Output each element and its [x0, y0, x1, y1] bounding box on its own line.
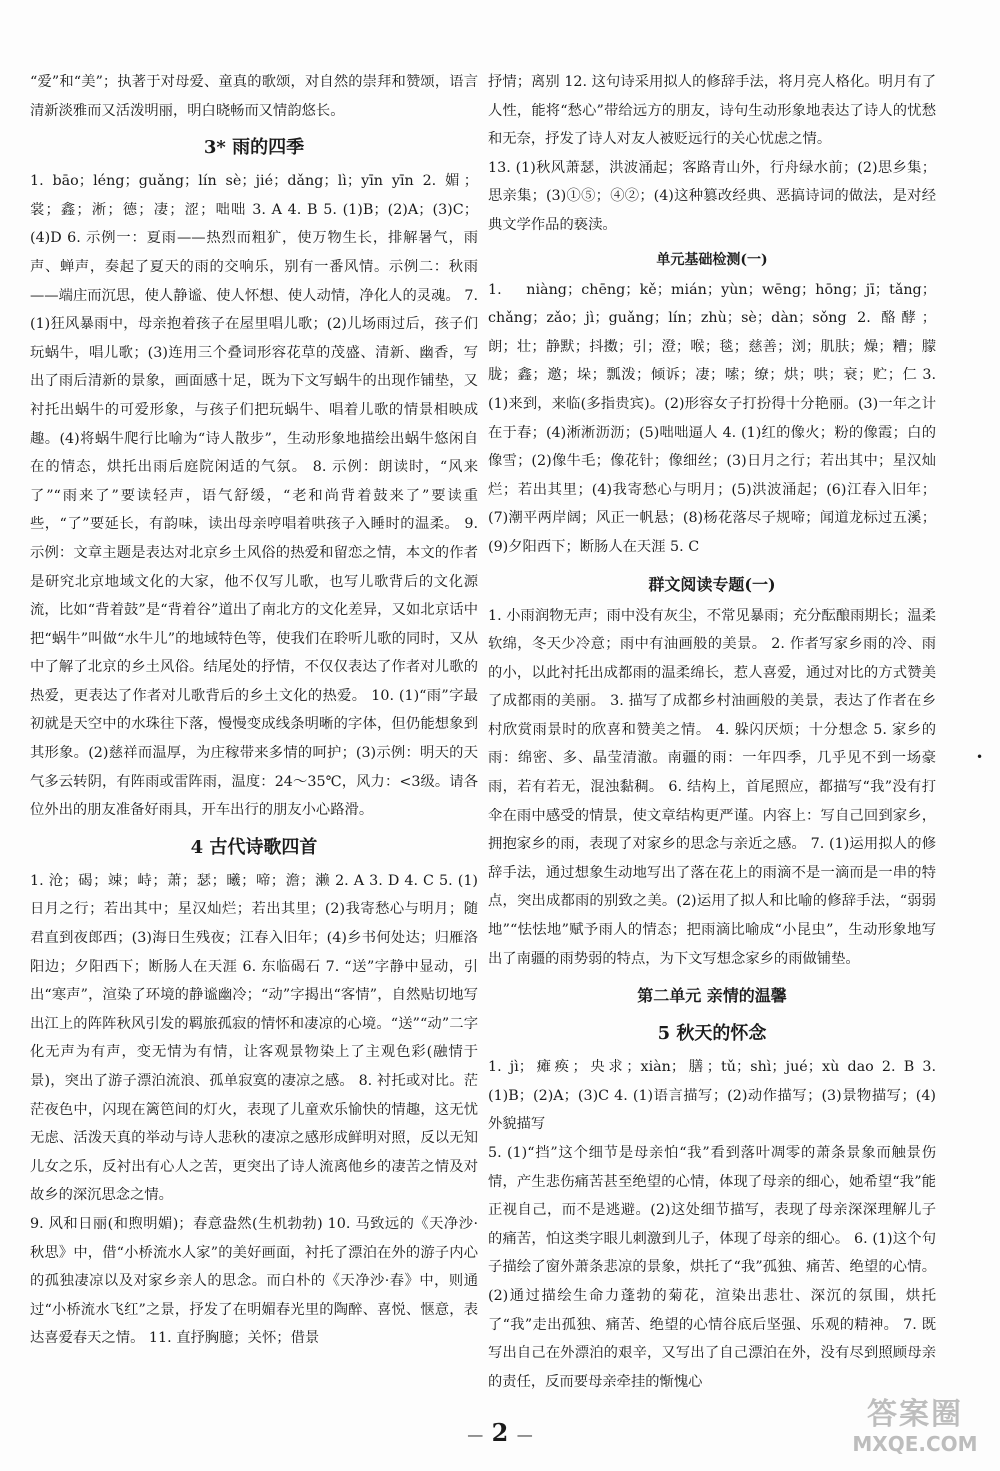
watermark-logo-text: 答案圈 [867, 1397, 963, 1432]
paragraph-lesson-4-continued: 抒情；离别 12. 这句诗采用拟人的修辞手法，将月亮人格化。明月有了人性，能将“愁心”带给远方的朋友，诗句生动形象地表达了诗人的忧愁和无奈，抒发了诗人对友人被贬远行的关心忧虑之情。 [488, 74, 936, 148]
section-title-lesson-3: 3* 雨的四季 [203, 137, 305, 159]
section-title-lesson-4: 4 古代诗歌四首 [190, 836, 318, 858]
paragraph-intro-continued: “爱”和“美”；执著于对母爱、童真的歌颂，对自然的崇拜和赞颂，语言清新淡雅而又活泼明丽，明白晓畅而又情韵悠长。 [30, 74, 478, 119]
page-number-value: 2 [491, 1418, 509, 1447]
watermark-logo [845, 1398, 985, 1456]
right-column [488, 68, 936, 1396]
paragraph-lesson-5-answers: 1. jì；瘫痪；央求；xiàn；膳；tǔ；shì；jué；xù dao 2. B 3. (1)B；(2)A；(3)C 4. (1)语言描写；(2)动作描写；(3)景物描写；(4)外貌描写 [488, 1059, 936, 1133]
paragraph-group-reading-answers: 1. 小雨润物无声；雨中没有灰尘，不常见暴雨；充分酝酿雨期长；温柔软绵，冬天少冷意；雨中有油画般的美景。 2. 作者写家乡雨的冷、雨的小，以此衬托出成都雨的温柔绵长，惹人喜爱，通过对比的方式赞美了成都雨的美丽。 3. 描写了成都乡村油画般的美景，表达了作者在乡村欣赏雨景时的欣喜和赞美之情。 4. 躲闪厌烦；十分想念 5. 家乡的雨：绵密、多、晶莹清澈。南疆的雨：一年四季，几乎见不到一场豪雨，若有若无，混浊黏稠。 6. 结构上，首尾照应，都描写“我”没有打伞在雨中感受的情景，使文章结构更严谨。内容上：写自己回到家乡，拥抱家乡的雨，表现了对家乡的思念与亲近之感。 7. (1)运用拟人的修辞手法，通过想象生动地写出了落在花上的雨滴不是一滴而是一串的特点，突出成都雨的别致之美。(2)运用了拟人和比喻的修辞手法，“弱弱地”“怯怯地”赋予雨人的情态；把雨滴比喻成“小昆虫”，生动形象地写出了南疆的雨势弱的特点，为下文写想念家乡的雨做铺垫。 [488, 607, 936, 967]
left-column [30, 68, 478, 1353]
paragraph-lesson-4-q13: 13. (1)秋风萧瑟，洪波涌起；客路青山外，行舟绿水前；(2)思乡集；思亲集；(3)①⑤；④②；(4)这种篡改经典、恶搞诗词的做法，是对经典文学作品的亵渎。 [488, 159, 936, 233]
section-title-unit-2: 第二单元 亲情的温馨 [637, 986, 787, 1006]
paragraph-lesson-5-answers-cont: 5. (1)“挡”这个细节是母亲怕“我”看到落叶凋零的萧条景象而触景伤情，产生悲伤痛苦甚至绝望的心情，体现了母亲的细心，她希望“我”能正视自己，而不是逃避。(2)这处细节描写，表现了母亲深深理解儿子的痛苦，怕这类字眼儿刺激到儿子，体现了母亲的细心。 6. (1)这个句子描绘了窗外萧条悲凉的景象，烘托了“我”孤独、痛苦、绝望的心情。(2)通过描绘生命力蓬勃的菊花，渲染出悲壮、深沉的氛围，烘托了“我”走出孤独、痛苦、绝望的心情谷底后坚强、乐观的精神。 7. 既写出自己在外漂泊的艰辛，又写出了自己漂泊在外，没有尽到照顾母亲的责任，反而要母亲牵挂的惭愧心 [488, 1145, 936, 1390]
section-title-unit-test-1: 单元基础检测(一) [656, 251, 768, 268]
section-title-group-reading-1: 群文阅读专题(一) [648, 574, 776, 594]
section-title-lesson-5: 5 秋天的怀念 [657, 1023, 767, 1045]
paragraph-unit-test-answers: 1. niàng；chēng；kě；mián；yùn；wēng；hōng；jī；tǎng；chǎng；zǎo；jì；guǎng；lín；zhù；sè；dàn；sǒng 2. 酪酵；朗；壮；静默；抖擞；引；澄；喉；毯；慈善；浏；肌肤；燥；糟；朦胧；鑫；邀；垛；瓢泼；倾诉；凄；嗦；缭；烘；哄；衰；贮；仁 3. (1)来到，来临(多指贵宾)。(2)形容女子打扮得十分艳丽。(3)一年之计在于春；(4)淅淅沥沥；(5)咄咄逼人 4. (1)红的像火；粉的像霞；白的像雪；(2)像牛毛；像花针；像细丝；(3)日月之行；若出其中；星汉灿烂；若出其里；(4)我寄愁心与明月；(5)洪波涌起；(6)江春入旧年；(7)潮平两岸阔；风正一帆悬；(8)杨花落尽子规啼；闻道龙标过五溪；(9)夕阳西下；断肠人在天涯 5. C [488, 281, 936, 555]
margin-dot: • [976, 750, 984, 764]
page-number-dash-right: — [516, 1425, 533, 1444]
paragraph-lesson-4-answers-cont: 9. 风和日丽(和煦明媚)；春意盎然(生机勃勃) 10. 马致远的《天净沙·秋思》中，借“小桥流水人家”的美好画面，衬托了漂泊在外的游子内心的孤独凄凉以及对家乡亲人的思念。而白朴的《天净沙·春》中，则通过“小桥流水飞红”之景，抒发了在明媚春光里的陶醉、喜悦、惬意，表达喜爱春天之情。 11. 直抒胸臆；关怀；借景 [30, 1215, 478, 1347]
paragraph-lesson-3-answers: 1. bāo；léng；guǎng；lín sè；jié；dǎng；lì；yīn yīn 2. 媚；裳；鑫；淅；德；凄；涩；咄咄 3. A 4. B 5. (1)B；(2)A；(3)C；(4)D 6. 示例一：夏雨——热烈而粗犷，使万物生长，排解暑气，雨声、蝉声，奏起了夏天的雨的交响乐，别有一番风情。示例二：秋雨——端庄而沉思，使人静谧、使人怀想、使人动情，净化人的灵魂。 7. (1)狂风暴雨中，母亲抱着孩子在屋里唱儿歌；(2)儿场雨过后，孩子们玩蜗牛，唱儿歌；(3)连用三个叠词形容花草的茂盛、清新、幽香，写出了雨后清新的景象，画面感十足，既为下文写蜗牛的出现作铺垫，又衬托出蜗牛的可爱形象，与孩子们把玩蜗牛、唱着儿歌的情景相映成趣。(4)将蜗牛爬行比喻为“诗人散步”，生动形象地描绘出蜗牛悠闲自在的情态，烘托出雨后庭院闲适的气氛。 8. 示例：朗读时，“风来了”“雨来了”要读轻声，语气舒缓，“老和尚背着鼓来了”要读重些，“了”要延长，有韵味，读出母亲哼唱着哄孩子入睡时的温柔。 9. 示例：文章主题是表达对北京乡土风俗的热爱和留恋之情，本文的作者是研究北京地域文化的大家，他不仅写儿歌，也写儿歌背后的文化源流，比如“背着鼓”是“背着谷”道出了南北方的文化差异，又如北京话中把“蜗牛”叫做“水牛儿”的地域特色等，使我们在聆听儿歌的同时，又从中了解了北京的乡土风俗。结尾处的抒情，不仅仅表达了作者对儿歌的热爱，更表达了作者对儿歌背后的乡土文化的热爱。 10. (1)“雨”字最初就是天空中的水珠往下落，慢慢变成线条明晰的字体，但仍能想象到其形象。(2)慈祥而温厚，为庄稼带来多情的呵护；(3)示例：明天的天气多云转阴，有阵雨或雷阵雨，温度：24～35℃，风力：<3级。请各位外出的朋友准备好雨具，开车出行的朋友小心路滑。 [30, 173, 478, 819]
page-number-dash-left: — [467, 1425, 484, 1444]
watermark-url: MXQE.COM [852, 1432, 978, 1456]
paragraph-lesson-4-answers: 1. 沧；碣；竦；峙；萧；瑟；曦；啼；澹；濑 2. A 3. D 4. C 5. (1)日月之行；若出其中；星汉灿烂；若出其里；(2)我寄愁心与明月；随君直到夜郎西；(3)海日生残夜；江春入旧年；(4)乡书何处达；归雁洛阳边；夕阳西下；断肠人在天涯 6. 东临碣石 7. “送”字静中显动，引出“寒声”，渲染了环境的静谧幽冷；“动”字揭出“客情”，自然贴切地写出江上的阵阵秋风引发的羁旅孤寂的情怀和凄凉的心境。“送”“动”二字化无声为有声，变无情为有情，让客观景物染上了主观色彩(融情于景)，突出了游子漂泊流浪、孤单寂寞的凄凉之感。 8. 衬托或对比。茫茫夜色中，闪现在篱笆间的灯火，表现了儿童欢乐愉快的情趣，这无忧无虑、活泼天真的举动与诗人悲秋的凄凉之感形成鲜明对照，反以无知儿女之乐，反衬出有心人之苦，更突出了诗人流离他乡的凄苦之情及对故乡的深沉思念之情。 [30, 872, 478, 1204]
